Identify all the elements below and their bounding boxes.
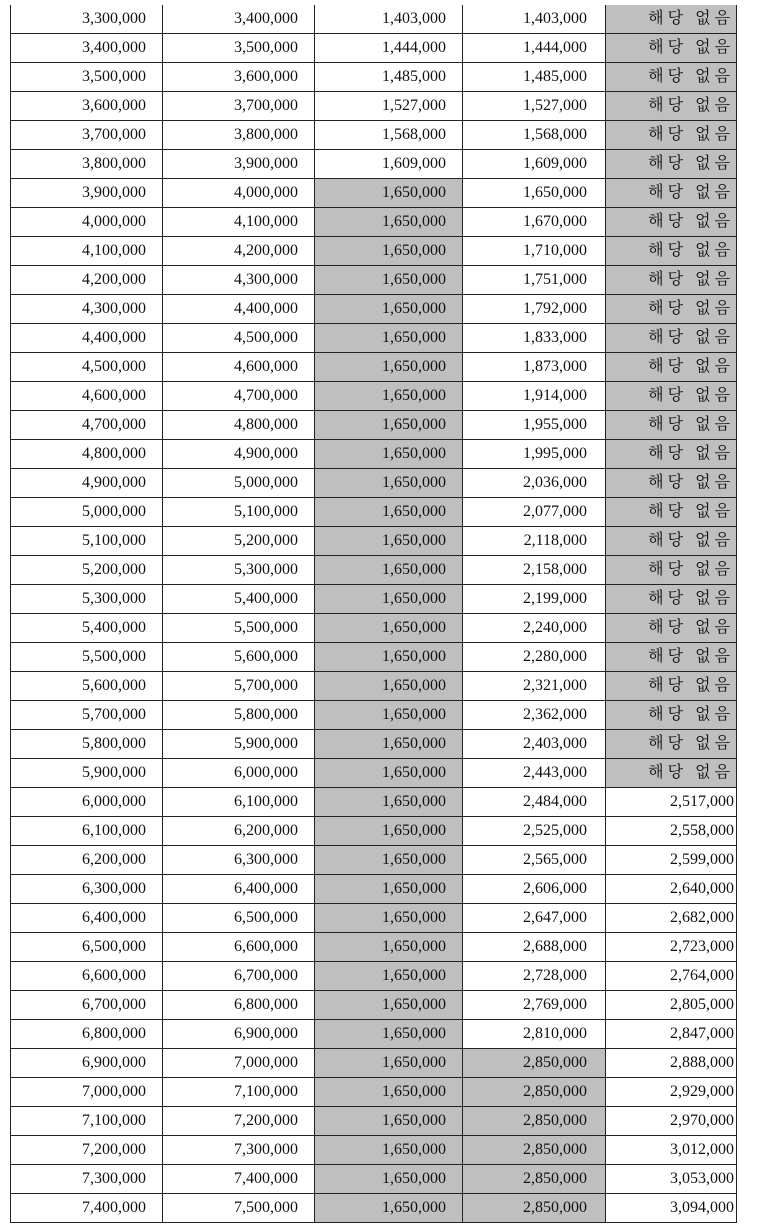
table-cell: 6,900,000 <box>163 1020 315 1049</box>
table-cell: 2,810,000 <box>463 1020 606 1049</box>
table-cell: 3,094,000 <box>606 1194 737 1223</box>
table-cell: 7,300,000 <box>11 1165 163 1194</box>
table-cell: 해당 없음 <box>606 382 737 411</box>
table-cell: 1,403,000 <box>315 5 463 34</box>
table-cell: 해당 없음 <box>606 585 737 614</box>
table-cell: 1,710,000 <box>463 237 606 266</box>
table-cell: 5,400,000 <box>163 585 315 614</box>
table-row <box>11 179 737 208</box>
table-cell: 2,688,000 <box>463 933 606 962</box>
table-cell: 1,650,000 <box>315 440 463 469</box>
table-cell: 5,600,000 <box>163 643 315 672</box>
table-cell: 2,606,000 <box>463 875 606 904</box>
table-cell: 7,100,000 <box>11 1107 163 1136</box>
table-cell: 7,100,000 <box>163 1078 315 1107</box>
table-cell: 1,568,000 <box>463 121 606 150</box>
table-cell: 1,650,000 <box>315 962 463 991</box>
table-cell: 5,200,000 <box>163 527 315 556</box>
table-cell: 해당 없음 <box>606 5 737 34</box>
table-cell: 5,700,000 <box>163 672 315 701</box>
table-cell: 해당 없음 <box>606 179 737 208</box>
table-cell: 6,300,000 <box>11 875 163 904</box>
table-row <box>11 34 737 63</box>
table-cell: 6,900,000 <box>11 1049 163 1078</box>
table-cell: 3,700,000 <box>11 121 163 150</box>
table-row <box>11 353 737 382</box>
table-cell: 7,000,000 <box>11 1078 163 1107</box>
table-cell: 2,769,000 <box>463 991 606 1020</box>
table-cell: 1,650,000 <box>315 846 463 875</box>
table-cell: 6,800,000 <box>163 991 315 1020</box>
table-cell: 3,600,000 <box>163 63 315 92</box>
table-row <box>11 527 737 556</box>
table-cell: 2,280,000 <box>463 643 606 672</box>
table-cell: 6,100,000 <box>163 788 315 817</box>
table-cell: 1,650,000 <box>315 788 463 817</box>
table-cell: 3,500,000 <box>11 63 163 92</box>
table-cell: 1,650,000 <box>315 498 463 527</box>
table-row <box>11 295 737 324</box>
table-cell: 3,500,000 <box>163 34 315 63</box>
table-cell: 4,900,000 <box>11 469 163 498</box>
table-cell: 해당 없음 <box>606 34 737 63</box>
table-row <box>11 324 737 353</box>
table-cell: 1,609,000 <box>463 150 606 179</box>
table-row <box>11 701 737 730</box>
table-row <box>11 5 737 34</box>
table-cell: 6,000,000 <box>163 759 315 788</box>
table-cell: 1,955,000 <box>463 411 606 440</box>
table-cell: 1,650,000 <box>315 817 463 846</box>
table-cell: 1,650,000 <box>315 614 463 643</box>
table-cell: 2,118,000 <box>463 527 606 556</box>
table-cell: 3,300,000 <box>11 5 163 34</box>
table-cell: 5,100,000 <box>11 527 163 556</box>
table-cell: 3,900,000 <box>163 150 315 179</box>
table-cell: 해당 없음 <box>606 672 737 701</box>
table-cell: 1,444,000 <box>463 34 606 63</box>
table-cell: 1,650,000 <box>315 179 463 208</box>
table-cell: 6,300,000 <box>163 846 315 875</box>
table-cell: 해당 없음 <box>606 353 737 382</box>
table-cell: 1,650,000 <box>315 875 463 904</box>
table-row <box>11 1049 737 1078</box>
table-cell: 5,100,000 <box>163 498 315 527</box>
table-cell: 6,700,000 <box>163 962 315 991</box>
table-row <box>11 382 737 411</box>
table-cell: 6,500,000 <box>11 933 163 962</box>
table-body <box>11 5 737 1223</box>
table-cell: 해당 없음 <box>606 701 737 730</box>
table-cell: 1,914,000 <box>463 382 606 411</box>
table-cell: 5,800,000 <box>11 730 163 759</box>
table-cell: 3,800,000 <box>11 150 163 179</box>
table-cell: 5,900,000 <box>163 730 315 759</box>
table-cell: 5,300,000 <box>11 585 163 614</box>
table-cell: 1,485,000 <box>315 63 463 92</box>
table-cell: 3,800,000 <box>163 121 315 150</box>
table-cell: 6,700,000 <box>11 991 163 1020</box>
table-cell: 1,650,000 <box>315 469 463 498</box>
table-cell: 4,400,000 <box>163 295 315 324</box>
table-cell: 2,970,000 <box>606 1107 737 1136</box>
table-cell: 4,200,000 <box>163 237 315 266</box>
table-cell: 해당 없음 <box>606 440 737 469</box>
table-cell: 3,400,000 <box>163 5 315 34</box>
table-cell: 6,200,000 <box>11 846 163 875</box>
table-cell: 1,650,000 <box>315 759 463 788</box>
table-cell: 해당 없음 <box>606 324 737 353</box>
table-container <box>10 5 737 1223</box>
table-cell: 2,158,000 <box>463 556 606 585</box>
table-cell: 4,000,000 <box>163 179 315 208</box>
table-cell: 2,850,000 <box>463 1049 606 1078</box>
table-cell: 3,053,000 <box>606 1165 737 1194</box>
table-cell: 1,650,000 <box>315 527 463 556</box>
table-cell: 1,650,000 <box>315 672 463 701</box>
table-row <box>11 1078 737 1107</box>
table-cell: 2,850,000 <box>463 1136 606 1165</box>
table-row <box>11 92 737 121</box>
table-cell: 2,805,000 <box>606 991 737 1020</box>
table-cell: 4,100,000 <box>163 208 315 237</box>
table-cell: 2,728,000 <box>463 962 606 991</box>
table-cell: 4,500,000 <box>11 353 163 382</box>
table-row <box>11 585 737 614</box>
table-cell: 1,527,000 <box>315 92 463 121</box>
table-cell: 6,600,000 <box>11 962 163 991</box>
table-row <box>11 411 737 440</box>
table-cell: 2,036,000 <box>463 469 606 498</box>
table-row <box>11 614 737 643</box>
table-row <box>11 643 737 672</box>
table-cell: 2,443,000 <box>463 759 606 788</box>
table-cell: 해당 없음 <box>606 469 737 498</box>
table-cell: 7,400,000 <box>11 1194 163 1223</box>
table-cell: 1,995,000 <box>463 440 606 469</box>
table-cell: 1,650,000 <box>315 411 463 440</box>
table-row <box>11 875 737 904</box>
table-row <box>11 150 737 179</box>
table-cell: 1,650,000 <box>315 1049 463 1078</box>
table-cell: 2,484,000 <box>463 788 606 817</box>
table-cell: 해당 없음 <box>606 730 737 759</box>
table-cell: 1,650,000 <box>315 1165 463 1194</box>
table-row <box>11 962 737 991</box>
table-row <box>11 237 737 266</box>
table-cell: 1,650,000 <box>315 904 463 933</box>
table-cell: 4,400,000 <box>11 324 163 353</box>
table-cell: 해당 없음 <box>606 759 737 788</box>
table-cell: 2,647,000 <box>463 904 606 933</box>
table-cell: 4,900,000 <box>163 440 315 469</box>
table-cell: 3,700,000 <box>163 92 315 121</box>
table-cell: 5,900,000 <box>11 759 163 788</box>
table-cell: 1,650,000 <box>463 179 606 208</box>
table-cell: 1,650,000 <box>315 295 463 324</box>
table-cell: 1,650,000 <box>315 353 463 382</box>
table-cell: 해당 없음 <box>606 237 737 266</box>
table-cell: 1,650,000 <box>315 991 463 1020</box>
table-cell: 6,400,000 <box>11 904 163 933</box>
table-cell: 5,700,000 <box>11 701 163 730</box>
table-row <box>11 846 737 875</box>
table-cell: 해당 없음 <box>606 150 737 179</box>
table-cell: 2,850,000 <box>463 1165 606 1194</box>
table-cell: 1,650,000 <box>315 382 463 411</box>
table-row <box>11 933 737 962</box>
table-row <box>11 991 737 1020</box>
table-cell: 2,321,000 <box>463 672 606 701</box>
table-cell: 1,751,000 <box>463 266 606 295</box>
table-cell: 1,650,000 <box>315 1194 463 1223</box>
table-row <box>11 817 737 846</box>
table-cell: 7,500,000 <box>163 1194 315 1223</box>
table-cell: 7,300,000 <box>163 1136 315 1165</box>
table-cell: 해당 없음 <box>606 614 737 643</box>
table-cell: 해당 없음 <box>606 63 737 92</box>
table-cell: 2,240,000 <box>463 614 606 643</box>
table-cell: 6,400,000 <box>163 875 315 904</box>
table-row <box>11 121 737 150</box>
table-cell: 1,650,000 <box>315 1020 463 1049</box>
table-cell: 2,599,000 <box>606 846 737 875</box>
table-cell: 5,000,000 <box>11 498 163 527</box>
table-cell: 1,485,000 <box>463 63 606 92</box>
table-cell: 5,800,000 <box>163 701 315 730</box>
table-row <box>11 556 737 585</box>
table-cell: 해당 없음 <box>606 498 737 527</box>
table-cell: 4,200,000 <box>11 266 163 295</box>
table-cell: 5,200,000 <box>11 556 163 585</box>
table-cell: 2,850,000 <box>463 1194 606 1223</box>
table-cell: 7,400,000 <box>163 1165 315 1194</box>
table-cell: 4,600,000 <box>163 353 315 382</box>
table-cell: 해당 없음 <box>606 92 737 121</box>
table-cell: 4,600,000 <box>11 382 163 411</box>
table-cell: 해당 없음 <box>606 527 737 556</box>
table-cell: 4,800,000 <box>11 440 163 469</box>
table-cell: 1,650,000 <box>315 324 463 353</box>
table-cell: 1,609,000 <box>315 150 463 179</box>
table-cell: 2,199,000 <box>463 585 606 614</box>
table-cell: 5,400,000 <box>11 614 163 643</box>
table-cell: 해당 없음 <box>606 121 737 150</box>
table-row <box>11 266 737 295</box>
table-cell: 1,403,000 <box>463 5 606 34</box>
table-cell: 2,847,000 <box>606 1020 737 1049</box>
table-cell: 1,833,000 <box>463 324 606 353</box>
table-row <box>11 498 737 527</box>
table-cell: 1,650,000 <box>315 933 463 962</box>
table-row <box>11 1165 737 1194</box>
table-cell: 1,650,000 <box>315 643 463 672</box>
table-cell: 1,792,000 <box>463 295 606 324</box>
table-cell: 3,600,000 <box>11 92 163 121</box>
table-cell: 2,850,000 <box>463 1078 606 1107</box>
table-cell: 6,200,000 <box>163 817 315 846</box>
table-row <box>11 440 737 469</box>
table-row <box>11 788 737 817</box>
table-cell: 1,650,000 <box>315 237 463 266</box>
table-cell: 2,517,000 <box>606 788 737 817</box>
table-cell: 4,800,000 <box>163 411 315 440</box>
table-cell: 5,000,000 <box>163 469 315 498</box>
table-cell: 해당 없음 <box>606 643 737 672</box>
table-cell: 1,650,000 <box>315 701 463 730</box>
table-cell: 4,000,000 <box>11 208 163 237</box>
table-row <box>11 469 737 498</box>
table-cell: 5,500,000 <box>163 614 315 643</box>
table-cell: 2,362,000 <box>463 701 606 730</box>
table-row <box>11 759 737 788</box>
table-cell: 5,600,000 <box>11 672 163 701</box>
table-cell: 2,888,000 <box>606 1049 737 1078</box>
table-row <box>11 63 737 92</box>
table-cell: 6,500,000 <box>163 904 315 933</box>
table-cell: 5,500,000 <box>11 643 163 672</box>
table-cell: 1,650,000 <box>315 1107 463 1136</box>
table-row <box>11 904 737 933</box>
table-cell: 2,850,000 <box>463 1107 606 1136</box>
table-row <box>11 1020 737 1049</box>
table-cell: 2,929,000 <box>606 1078 737 1107</box>
table-cell: 1,873,000 <box>463 353 606 382</box>
table-cell: 1,568,000 <box>315 121 463 150</box>
table-cell: 3,900,000 <box>11 179 163 208</box>
table-cell: 2,525,000 <box>463 817 606 846</box>
table-cell: 1,650,000 <box>315 1078 463 1107</box>
table-cell: 1,670,000 <box>463 208 606 237</box>
table-cell: 1,650,000 <box>315 585 463 614</box>
table-cell: 해당 없음 <box>606 208 737 237</box>
table-cell: 해당 없음 <box>606 266 737 295</box>
table-cell: 6,000,000 <box>11 788 163 817</box>
table-cell: 3,400,000 <box>11 34 163 63</box>
table-cell: 1,650,000 <box>315 556 463 585</box>
table-row <box>11 1107 737 1136</box>
table-row <box>11 672 737 701</box>
table-cell: 2,403,000 <box>463 730 606 759</box>
table-cell: 6,800,000 <box>11 1020 163 1049</box>
table-cell: 4,500,000 <box>163 324 315 353</box>
table-cell: 1,650,000 <box>315 1136 463 1165</box>
table-cell: 2,764,000 <box>606 962 737 991</box>
table-cell: 해당 없음 <box>606 295 737 324</box>
table-cell: 5,300,000 <box>163 556 315 585</box>
table-cell: 2,723,000 <box>606 933 737 962</box>
table-cell: 2,565,000 <box>463 846 606 875</box>
table-cell: 해당 없음 <box>606 556 737 585</box>
contribution-table <box>10 5 737 1223</box>
table-cell: 1,444,000 <box>315 34 463 63</box>
table-cell: 4,300,000 <box>11 295 163 324</box>
table-row <box>11 1194 737 1223</box>
table-cell: 7,200,000 <box>163 1107 315 1136</box>
table-cell: 2,077,000 <box>463 498 606 527</box>
table-cell: 4,100,000 <box>11 237 163 266</box>
table-cell: 1,650,000 <box>315 266 463 295</box>
table-cell: 3,012,000 <box>606 1136 737 1165</box>
table-cell: 2,682,000 <box>606 904 737 933</box>
table-row <box>11 208 737 237</box>
table-cell: 1,650,000 <box>315 730 463 759</box>
table-cell: 7,200,000 <box>11 1136 163 1165</box>
table-cell: 2,558,000 <box>606 817 737 846</box>
table-cell: 4,700,000 <box>163 382 315 411</box>
table-cell: 1,650,000 <box>315 208 463 237</box>
table-cell: 4,700,000 <box>11 411 163 440</box>
table-row <box>11 1136 737 1165</box>
table-cell: 1,527,000 <box>463 92 606 121</box>
table-cell: 4,300,000 <box>163 266 315 295</box>
table-cell: 6,600,000 <box>163 933 315 962</box>
table-cell: 2,640,000 <box>606 875 737 904</box>
table-cell: 7,000,000 <box>163 1049 315 1078</box>
table-row <box>11 730 737 759</box>
table-cell: 해당 없음 <box>606 411 737 440</box>
table-cell: 6,100,000 <box>11 817 163 846</box>
